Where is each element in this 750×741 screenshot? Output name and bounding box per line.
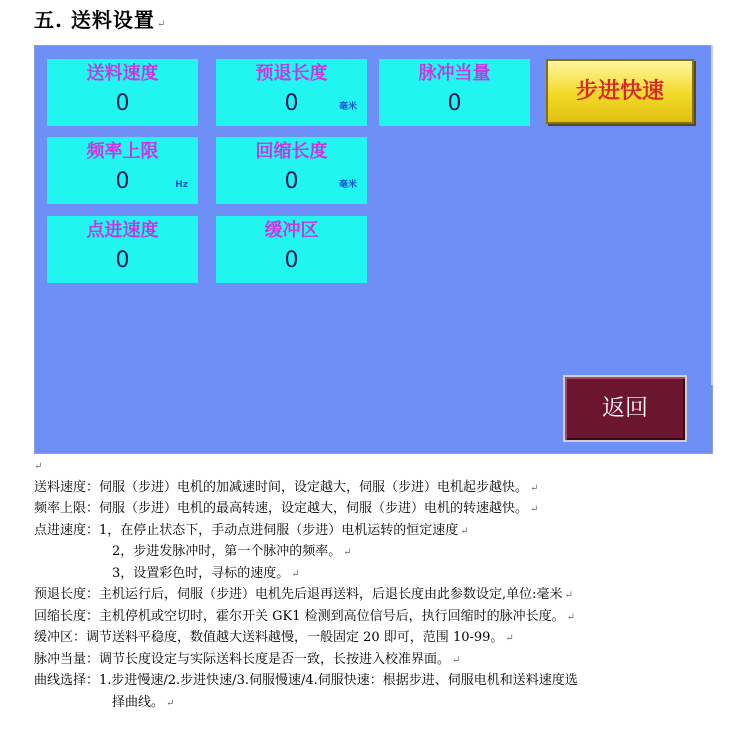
desc-feed-speed: 送料速度：伺服（步进）电机的加减速时间，设定越大，伺服（步进）电机起步越快。 ↵	[34, 479, 539, 495]
paragraph-mark-icon: ↵	[34, 461, 43, 472]
pulse-equivalent-label: 脉冲当量	[418, 63, 491, 84]
paragraph-mark-icon: ↵	[530, 504, 539, 515]
back-button[interactable]: 返回	[563, 375, 687, 442]
pre-retract-length-value: 0	[284, 91, 299, 116]
desc-jog-speed-2: 2，步进发脉冲时，第一个脉冲的频率。 ↵	[112, 544, 352, 559]
retract-length-box[interactable]	[216, 137, 367, 204]
paragraph-mark-icon: ↵	[505, 633, 514, 644]
feed-speed-label: 送料速度	[86, 63, 159, 84]
paragraph-mark-icon: ↵	[166, 697, 175, 709]
stepper-fast-button[interactable]: 步进快速	[546, 59, 694, 124]
desc-retract-length: 回缩长度：主机停机或空切时，霍尔开关 GK1 检测到高位信号后，执行回缩时的脉冲长度。 ↵	[34, 608, 576, 624]
desc-jog-speed-3: 3，设置彩色时，寻标的速度。 ↵	[112, 565, 300, 581]
blank-line	[34, 455, 734, 477]
desc-pulse-equivalent: 脉冲当量：调节长度设定与实际送料长度是否一致，长按进入校准界面。 ↵	[34, 651, 461, 667]
feed-speed-value: 0	[115, 91, 130, 116]
paragraph-mark-icon: ↵	[460, 525, 469, 537]
section-title	[34, 4, 166, 33]
paragraph-mark-icon: ↵	[343, 547, 352, 558]
hmi-screen-edge	[711, 45, 713, 385]
buffer-value: 0	[284, 248, 299, 273]
jog-speed-value: 0	[115, 248, 130, 273]
frequency-limit-box[interactable]	[47, 137, 198, 204]
paragraph-mark-icon: ↵	[291, 568, 300, 580]
desc-buffer: 缓冲区：调节送料平稳度，数值越大送料越慢，一般固定 20 即可，范围 10-99。 ↵	[34, 630, 514, 645]
pre-retract-length-box[interactable]	[216, 59, 367, 126]
retract-length-label: 回缩长度	[255, 141, 328, 162]
pulse-equivalent-box[interactable]	[379, 59, 530, 126]
desc-jog-speed-1: 点进速度：1，在停止状态下，手动点进伺服（步进）电机运转的恒定速度 ↵	[34, 522, 469, 538]
pre-retract-length-label: 预退长度	[255, 63, 328, 84]
desc-curve-select-2: 择曲线。 ↵	[112, 694, 175, 710]
desc-frequency-limit: 频率上限：伺服（步进）电机的最高转速，设定越大，伺服（步进）电机的转速越快。 ↵	[34, 501, 539, 516]
paragraph-mark-icon: ↵	[564, 590, 573, 601]
pre-retract-length-unit: 毫米	[338, 102, 357, 112]
desc-pre-retract-length: 预退长度：主机运行后，伺服（步进）电机先后退再送料，后退长度由此参数设定,单位:毫米 ↵	[34, 587, 573, 602]
frequency-limit-value: 0	[115, 169, 130, 194]
frequency-limit-label: 频率上限	[86, 141, 159, 162]
paragraph-mark-icon: ↵	[530, 482, 539, 494]
retract-length-value: 0	[284, 169, 299, 194]
paragraph-mark-icon: ↵	[452, 654, 461, 666]
retract-length-unit: 毫米	[338, 180, 357, 190]
desc-curve-select-1: 曲线选择：1.步进慢速/2.步进快速/3.伺服慢速/4.伺服快速：根据步进、伺服电机和送料速度选	[34, 673, 578, 688]
buffer-box[interactable]	[216, 216, 367, 283]
buffer-label: 缓冲区	[264, 220, 319, 241]
section-title-text: 五. 送料设置	[34, 8, 155, 32]
feed-speed-box[interactable]	[47, 59, 198, 126]
frequency-limit-unit: Hz	[175, 180, 188, 190]
pulse-equivalent-value: 0	[447, 91, 462, 116]
parameter-descriptions	[34, 455, 734, 713]
paragraph-mark-icon: ↵	[156, 19, 167, 30]
jog-speed-box[interactable]	[47, 216, 198, 283]
jog-speed-label: 点进速度	[86, 220, 159, 241]
paragraph-mark-icon: ↵	[566, 611, 576, 623]
